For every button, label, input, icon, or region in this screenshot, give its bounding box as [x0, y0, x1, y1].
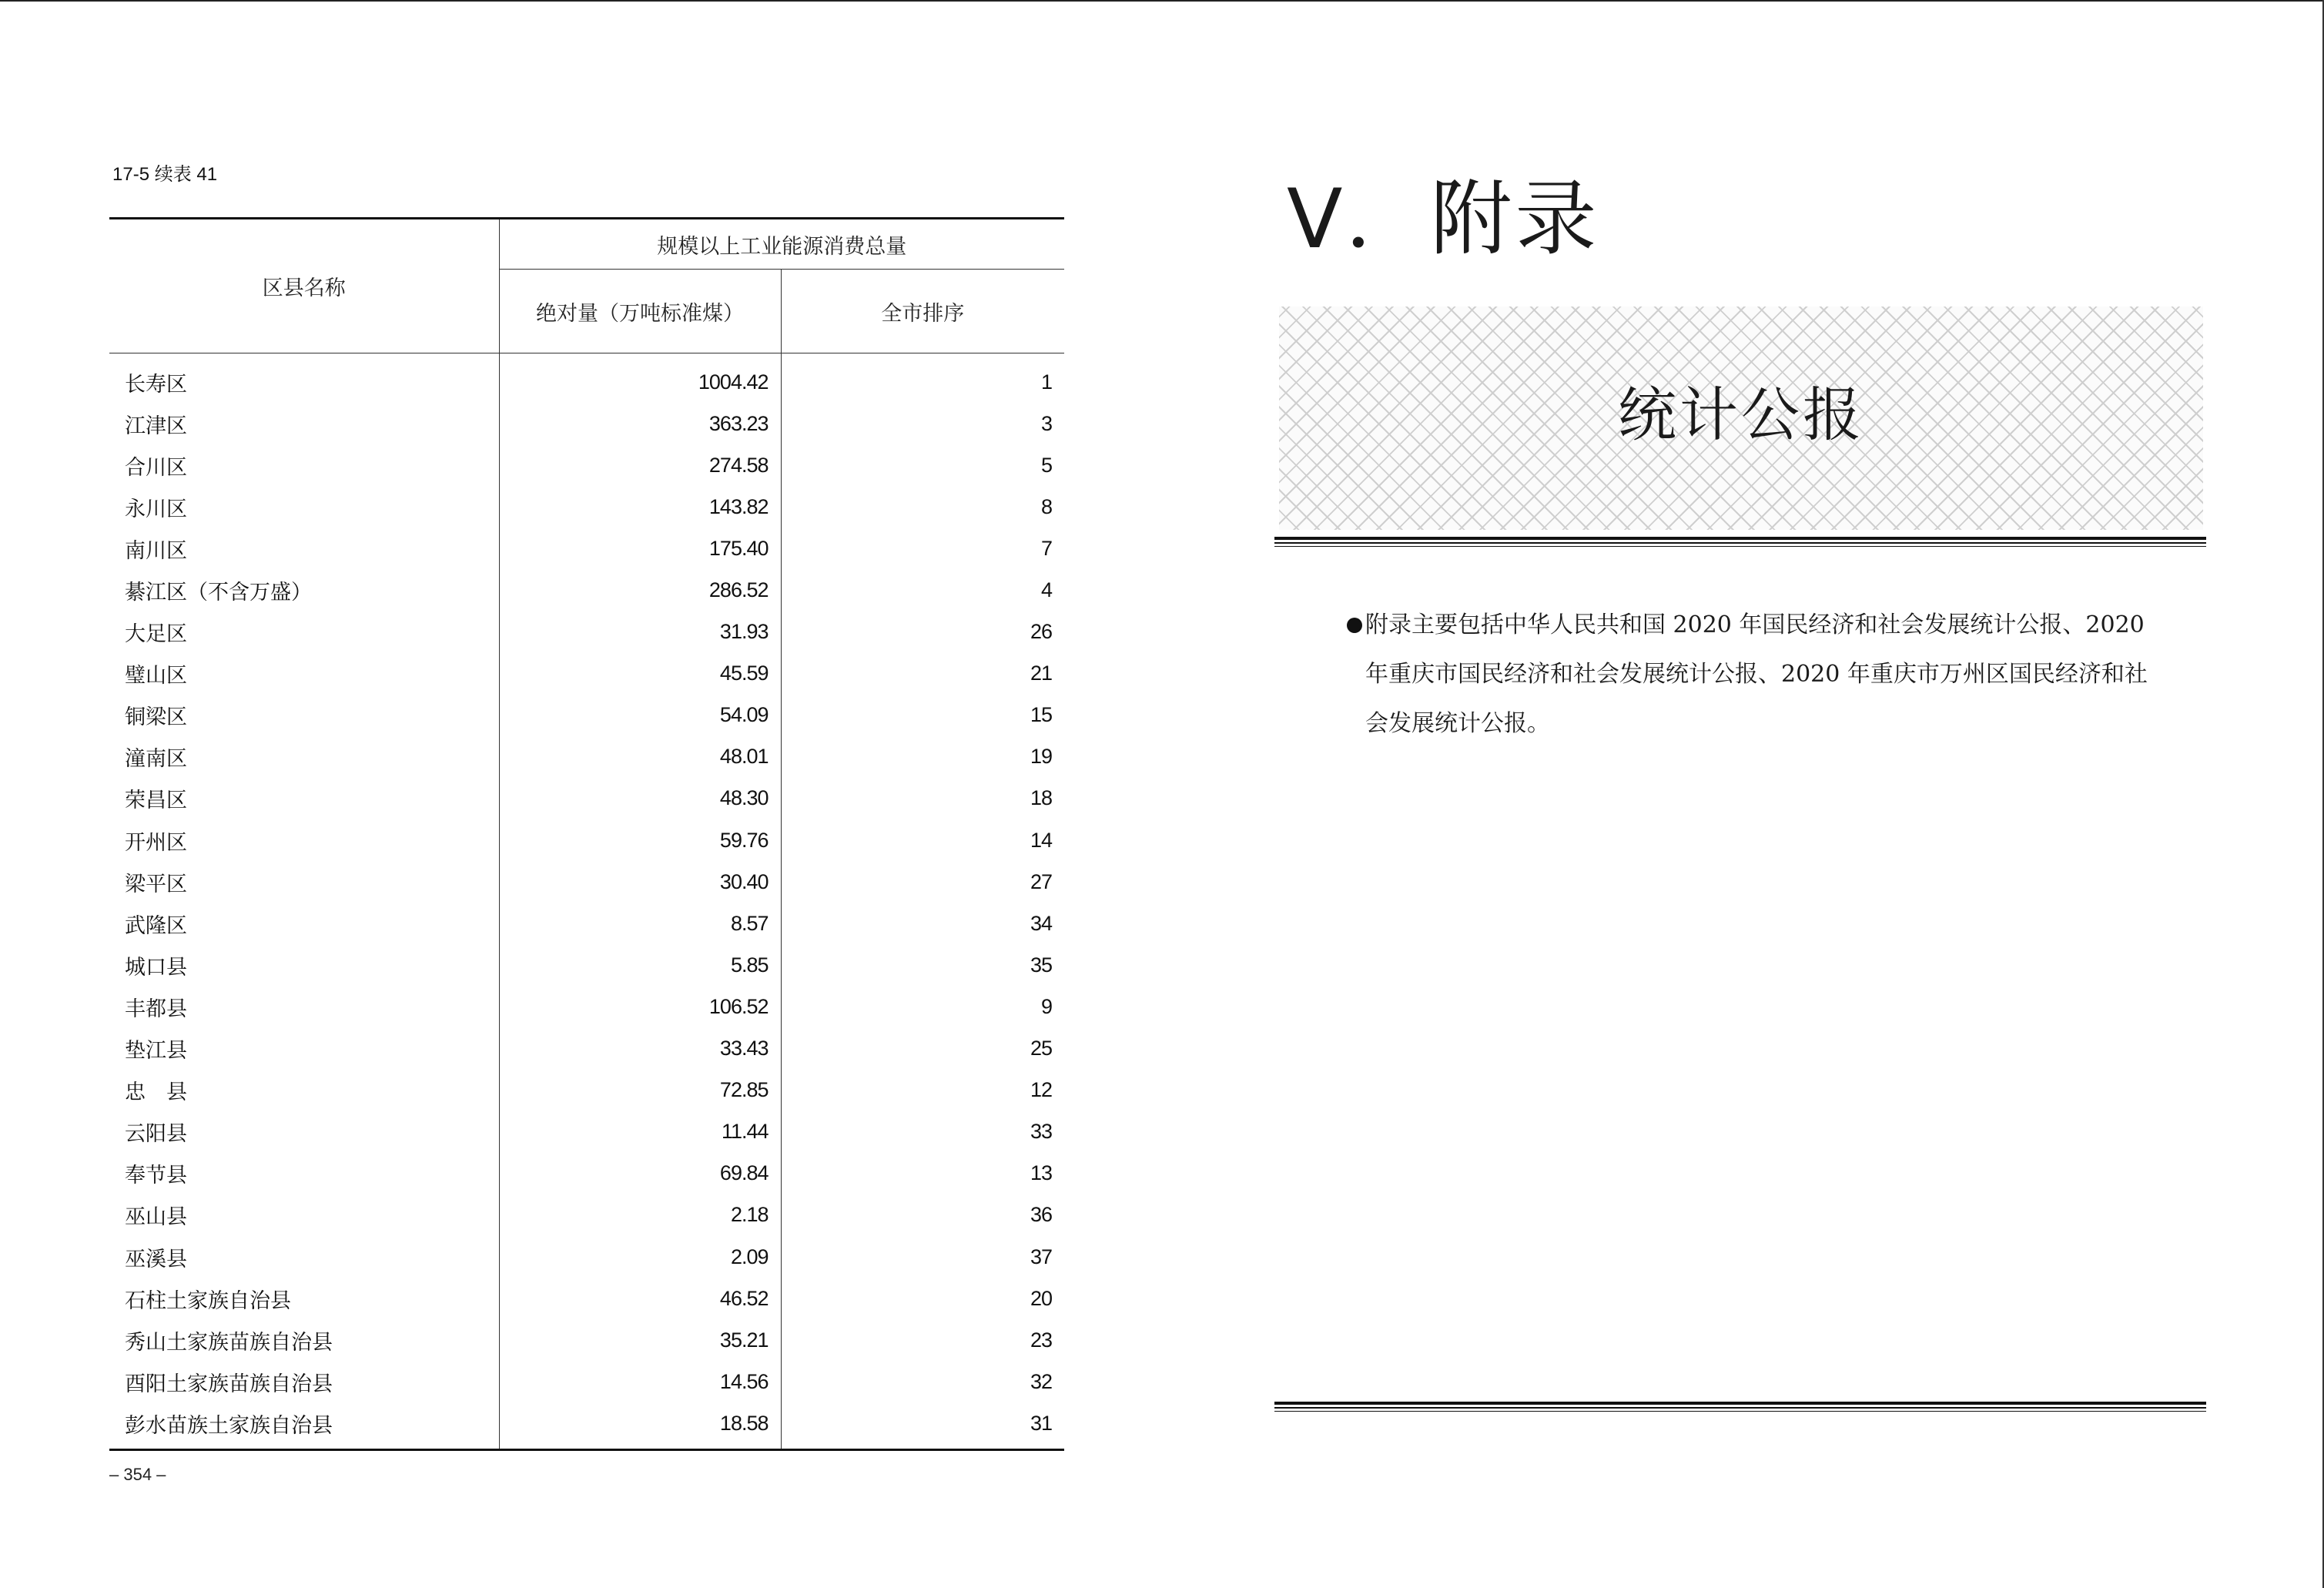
- district-name-cell: 酉阳土家族苗族自治县: [125, 1372, 333, 1396]
- rank-cell: 31: [781, 1402, 1064, 1450]
- table-row: [109, 1194, 1064, 1236]
- table-row: [109, 1236, 1064, 1278]
- district-name-cell: 秀山土家族苗族自治县: [125, 1330, 333, 1355]
- energy-value-cell: 143.82: [499, 486, 781, 528]
- energy-value-cell: 175.40: [499, 528, 781, 569]
- district-name-cell: 长寿区: [125, 372, 187, 397]
- table-code: 17-5 续表 41: [112, 164, 218, 185]
- rank-cell: 15: [1030, 703, 1052, 727]
- district-name-cell: 奉节县: [125, 1164, 187, 1188]
- rank-cell: 9: [1040, 994, 1052, 1018]
- district-name-cell: 南川区: [125, 538, 187, 563]
- energy-consumption-table: [109, 217, 1064, 1451]
- intro-paragraph: [1365, 601, 2151, 749]
- rank-cell: 3: [1040, 411, 1052, 435]
- banner-title: 统计公报: [1618, 380, 1864, 449]
- rank-cell: 8: [1040, 494, 1052, 518]
- district-name-cell: 梁平区: [125, 872, 187, 896]
- table-row: [109, 819, 1064, 861]
- table-row: [109, 1111, 1064, 1153]
- bullet-icon: [1347, 618, 1362, 633]
- energy-value-cell: 5.85: [499, 944, 781, 986]
- table-row: [109, 1402, 1064, 1450]
- energy-value-cell: 106.52: [499, 986, 781, 1027]
- table-row: [109, 1278, 1064, 1319]
- energy-value-cell: 31.93: [499, 611, 781, 653]
- rank-cell: 37: [1030, 1245, 1052, 1268]
- district-name-cell: 璧山区: [125, 664, 187, 688]
- header-energy-total: 规模以上工业能源消费总量: [499, 219, 1064, 270]
- table-row: [109, 611, 1064, 653]
- table-row: [109, 403, 1064, 444]
- district-name-cell: 丰都县: [125, 997, 187, 1021]
- divider-top: [1274, 537, 2206, 547]
- table-row: [109, 736, 1064, 778]
- header-rank: 全市排序: [781, 270, 1064, 353]
- energy-value-cell: 33.43: [499, 1028, 781, 1070]
- table-row: [109, 1028, 1064, 1070]
- rank-cell: 27: [1030, 869, 1052, 893]
- table-row: [109, 695, 1064, 736]
- district-name-cell: 城口县: [125, 955, 187, 980]
- district-name-cell: 潼南区: [125, 747, 187, 772]
- table-row: [109, 528, 1064, 569]
- table-row: [109, 569, 1064, 611]
- rank-cell: 14: [1030, 828, 1052, 852]
- table-row: [109, 1319, 1064, 1361]
- energy-value-cell: 69.84: [499, 1153, 781, 1194]
- table-row: [109, 861, 1064, 903]
- energy-value-cell: 2.09: [499, 1236, 781, 1278]
- section-title: Ⅴ．附录: [1287, 172, 1600, 266]
- energy-value-cell: 2.18: [499, 1194, 781, 1236]
- header-absolute: 绝对量（万吨标准煤）: [499, 270, 781, 353]
- energy-value-cell: 48.30: [499, 778, 781, 819]
- energy-value-cell: 274.58: [499, 444, 781, 486]
- table-row: [109, 1361, 1064, 1402]
- rank-cell: 20: [1030, 1286, 1052, 1310]
- table-row: [109, 986, 1064, 1027]
- district-name-cell: 巫山县: [125, 1205, 187, 1230]
- rank-cell: 19: [1030, 745, 1052, 769]
- district-name-cell: 开州区: [125, 830, 187, 855]
- district-name-cell: 大足区: [125, 622, 187, 647]
- district-name-cell: 云阳县: [125, 1122, 187, 1147]
- district-name-cell: 荣昌区: [125, 789, 187, 813]
- right-page: [1162, 0, 2324, 1588]
- district-name-cell: 合川区: [125, 455, 187, 480]
- energy-value-cell: 363.23: [499, 403, 781, 444]
- energy-value-cell: 45.59: [499, 653, 781, 695]
- district-name-cell: 永川区: [125, 497, 187, 521]
- rank-cell: 33: [1030, 1120, 1052, 1144]
- district-name-cell: 石柱土家族自治县: [125, 1288, 291, 1313]
- district-name-cell: 垫江县: [125, 1039, 187, 1064]
- rank-cell: 12: [1030, 1078, 1052, 1102]
- table-row: [109, 486, 1064, 528]
- intro-text: 附录主要包括中华人民共和国 2020 年国民经济和社会发展统计公报、2020 年重庆市国民经济和社会发展统计公报、2020 年重庆市万州区国民经济和社会发展统计公报。: [1365, 611, 2148, 737]
- rank-cell: 1: [1040, 370, 1052, 394]
- rank-cell: 23: [1030, 1328, 1052, 1352]
- rank-cell: 4: [1040, 578, 1052, 602]
- district-name-cell: 铜梁区: [125, 705, 187, 730]
- energy-value-cell: 11.44: [499, 1111, 781, 1153]
- rank-cell: 35: [1030, 953, 1052, 977]
- district-name-cell: 巫溪县: [125, 1247, 187, 1271]
- rank-cell: 7: [1040, 536, 1052, 560]
- table-row: [109, 444, 1064, 486]
- table-row: [109, 903, 1064, 944]
- table-row: [109, 1070, 1064, 1111]
- page-number: – 354 –: [109, 1465, 166, 1484]
- divider-bottom: [1274, 1402, 2206, 1412]
- energy-value-cell: 30.40: [499, 861, 781, 903]
- district-name-cell: 江津区: [125, 414, 187, 438]
- energy-value-cell: 1004.42: [499, 353, 781, 404]
- rank-cell: 5: [1040, 453, 1052, 477]
- rank-cell: 26: [1030, 620, 1052, 644]
- district-name-cell: 綦江区（不含万盛）: [125, 581, 312, 605]
- rank-cell: 34: [1030, 911, 1052, 935]
- energy-value-cell: 35.21: [499, 1319, 781, 1361]
- rank-cell: 21: [1030, 662, 1052, 685]
- district-name-cell: 彭水苗族土家族自治县: [109, 1402, 499, 1450]
- table-row: [109, 778, 1064, 819]
- energy-value-cell: 8.57: [499, 903, 781, 944]
- energy-value-cell: 46.52: [499, 1278, 781, 1319]
- table-row: [109, 944, 1064, 986]
- pattern-banner: [1279, 307, 2203, 530]
- district-name-cell: 忠 县: [125, 1080, 187, 1105]
- header-district: 区县名称: [109, 219, 499, 353]
- rank-cell: 13: [1030, 1161, 1052, 1185]
- energy-value-cell: 59.76: [499, 819, 781, 861]
- energy-value-cell: 72.85: [499, 1070, 781, 1111]
- energy-value-cell: 18.58: [499, 1402, 781, 1450]
- rank-cell: 36: [1030, 1203, 1052, 1227]
- district-name-cell: 武隆区: [125, 913, 187, 938]
- table-row: [109, 653, 1064, 695]
- rank-cell: 25: [1030, 1037, 1052, 1060]
- energy-value-cell: 54.09: [499, 695, 781, 736]
- table-row: [109, 353, 1064, 404]
- energy-value-cell: 286.52: [499, 569, 781, 611]
- rank-cell: 18: [1030, 786, 1052, 810]
- table-row: [109, 1153, 1064, 1194]
- energy-value-cell: 48.01: [499, 736, 781, 778]
- rank-cell: 32: [1030, 1369, 1052, 1393]
- energy-value-cell: 14.56: [499, 1361, 781, 1402]
- table-body: [109, 353, 1064, 1450]
